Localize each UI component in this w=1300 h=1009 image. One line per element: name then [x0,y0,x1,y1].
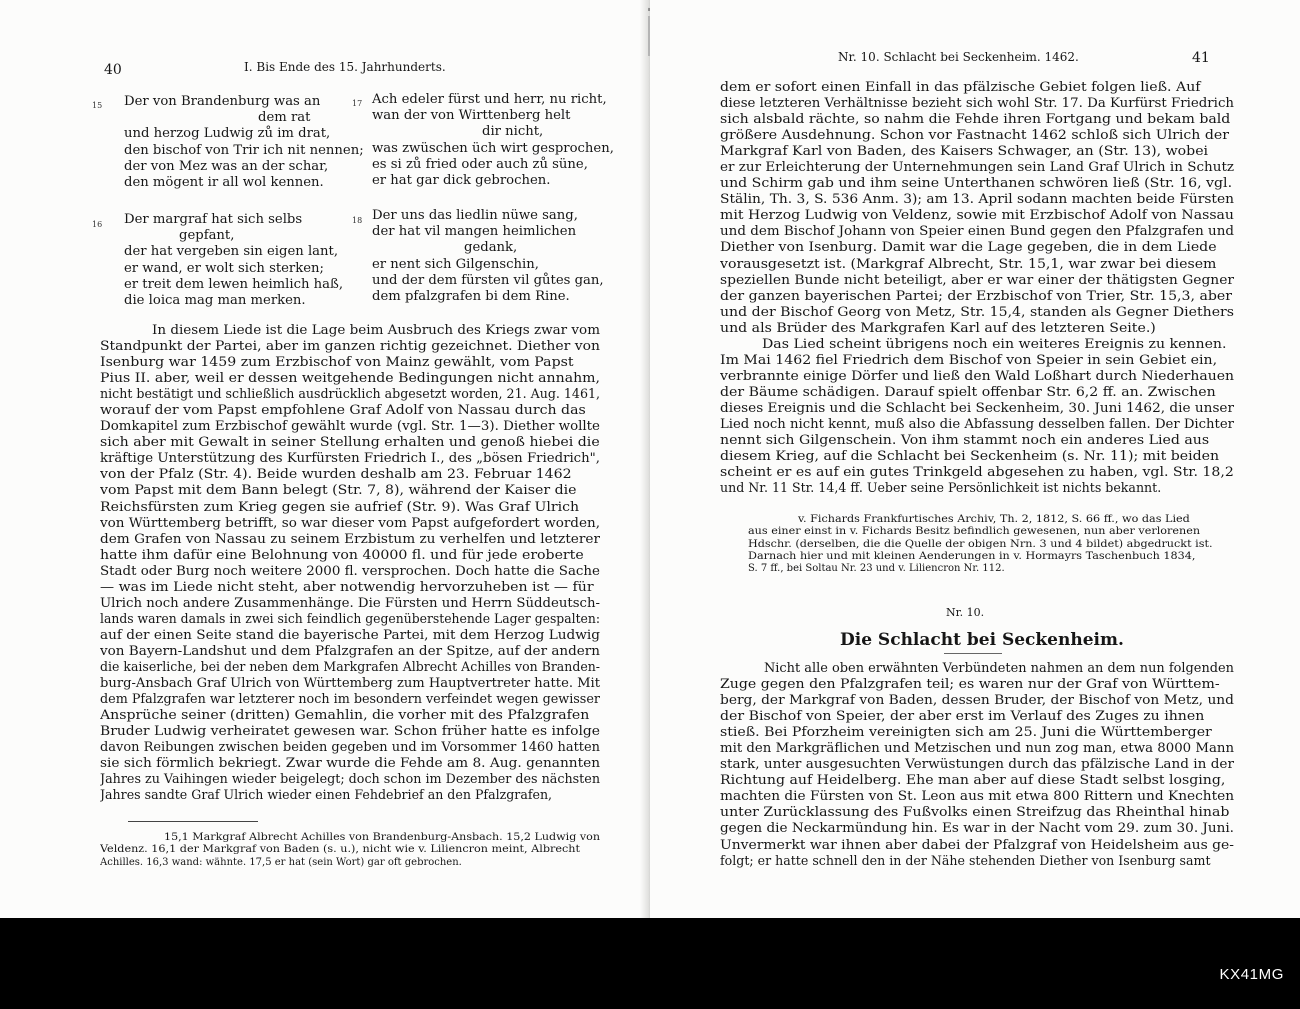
text-line [100,675,600,691]
text-line [100,723,600,739]
text-line [100,354,600,370]
text-line [720,79,1234,95]
text-line [100,418,600,434]
text-line-content: Veldenz. 16,1 der Markgraf von Baden (s. u.), nicht wie v. Liliencron meint, Albrecht [100,844,580,856]
text-line-content: die kaiserliche, bei der neben dem Markgrafen Albrecht Achilles von Branden- [100,658,600,674]
text-line-content: vom Papst mit dem Bann belegt (Str. 7, 8), während der Kaiser die [100,482,577,498]
stanza-16 [124,212,343,309]
text-line [748,514,1234,526]
text-line-content: Lied noch nicht kennt, muß also die Abfassung desselben fallen. Der Dichter [720,415,1234,431]
text-line-content: Bruder Ludwig verheiratet gewesen war. Schon früher hatte es infolge [100,723,600,739]
text-line-content: Isenburg war 1459 zum Erzbischof von Mainz gewählt, vom Papst [100,354,574,370]
text-line [720,660,1234,676]
verse-line: den bischof von Trir ich nit nennen; [124,142,364,158]
text-line-content: dem Grafen von Nassau zu seinem Erzbistum zu verhelfen und letzterer [100,530,600,546]
text-line-content: v. Fichards Frankfurtisches Archiv, Th. 2, 1812, S. 66 ff., wo das Lied [798,514,1190,525]
commentary-body [720,79,1234,496]
text-line [100,322,600,338]
text-line [720,368,1234,384]
stanza-number: 15 [92,101,103,110]
text-line [720,837,1234,853]
text-line [100,611,600,627]
text-line-content: und als Brüder des Markgrafen Karl auf des letzteren Seite.) [720,319,1156,335]
text-line [100,434,600,450]
text-line-content: dem Pfalzgrafen war letzterer noch im besondern verfeindet wegen gewisser [100,691,600,707]
text-line [100,338,600,354]
text-line-content: S. 7 ff., bei Soltau Nr. 23 und v. Liliencron Nr. 112. [748,563,1005,575]
right-page [650,0,1300,918]
text-line-content: er zur Erleichterung der Unternehmungen sein Land Graf Ulrich in Schutz [720,159,1234,175]
text-line-content: auf der einen Seite stand die bayerische Partei, mit dem Herzog Ludwig [100,626,600,642]
verse-line: und der dem fürsten vil gůtes gan, [372,272,604,288]
section-title: Die Schlacht bei Seckenheim. [840,630,1124,650]
text-line [100,547,600,563]
text-line [720,336,1234,352]
text-line [720,207,1234,223]
text-line [100,771,600,787]
text-line-content: sich aber mit Gewalt in seiner Stellung erhalten und genoß hiebei die [100,434,600,450]
text-line [100,739,600,755]
text-line [100,579,600,595]
footnote-rule [128,821,258,822]
running-head: Nr. 10. Schlacht bei Seckenheim. 1462. [838,50,1079,64]
section-number: Nr. 10. [946,606,985,619]
verse-line: der hat vil mangen heimlichen [372,224,577,240]
text-line [100,844,600,856]
text-line [100,643,600,659]
text-line [720,708,1234,724]
text-line [720,464,1234,480]
text-line [720,853,1234,869]
text-line [720,352,1234,368]
text-line-content: Richtung auf Heidelberg. Ehe man aber auf diese Stadt selbst losging, [720,772,1226,788]
text-line-content: größere Ausdehnung. Schon vor Fastnacht 1462 schloß sich Ulrich der [720,127,1229,143]
text-line [100,707,600,723]
text-line-content: worauf der vom Papst empfohlene Graf Adolf von Nassau durch das [100,402,586,418]
text-line-content: Darnach hier und mit kleinen Aenderungen in v. Hormayrs Taschenbuch 1834, [748,550,1196,562]
text-line-content: Pius II. aber, weil er dessen weitgehende Bedingungen nicht annahm, [100,370,600,386]
section-body [720,660,1234,869]
page-number: 41 [1192,50,1210,66]
text-line [720,272,1234,288]
text-line-content: und Schirm gab und ihm seine Unterthanen schwören ließ (Str. 16, vgl. [720,175,1233,191]
text-line-content: diesem Krieg, auf die Schlacht bei Seckenheim (s. Nr. 11); mit beiden [720,448,1220,464]
verse-line: Der margraf hat sich selbs [124,212,303,227]
text-line-content: unter Zurücklassung des Fußvolks einen Streifzug das Rheinthal hinab [720,804,1230,820]
text-line-content: Nicht alle oben erwähnten Verbündeten nahmen an dem nun folgenden [764,660,1234,675]
text-line-content: diese letzteren Verhältnisse bezieht sich wohl Str. 17. Da Kurfürst Friedrich [720,95,1234,111]
text-line-content: Das Lied scheint übrigens noch ein weiteres Ereignis zu kennen. [762,335,1227,351]
text-line [100,595,600,611]
text-line-content: Im Mai 1462 fiel Friedrich dem Bischof von Speier in sein Gebiet ein, [720,351,1218,367]
stock-watermark-bar [0,918,1300,1009]
text-line-content: von Bayern-Landshut und dem Pfalzgrafen an der Spitze, auf der andern [100,642,600,658]
text-line-content: Standpunkt der Partei, aber im ganzen richtig gezeichnet. Diether von [100,338,600,354]
verse-line: es si zů fried oder auch zů süne, [372,156,588,172]
text-line [100,563,600,579]
text-line-content: und der Bischof Georg von Metz, Str. 15,4, standen als Gegner Diethers [720,303,1234,319]
verse-line: den mögent ir all wol kennen. [124,175,324,191]
text-line-content: scheint er es auf ein gutes Trinkgeld abgesehen zu haben, vgl. Str. 18,2 [720,464,1234,480]
text-line [720,416,1234,432]
text-line [720,304,1234,320]
verse-line: er nent sich Gilgenschin, [372,256,539,272]
text-line [720,804,1234,820]
text-line-content: — was im Liede nicht steht, aber notwendig hervorzuheben ist — für [100,578,594,594]
text-line-content: vorausgesetzt ist. (Markgraf Albrecht, Str. 15,1, war zwar bei diesem [720,255,1217,271]
text-line-content: mit den Markgräflichen und Metzischen und nun zog man, etwa 8000 Mann [720,740,1234,756]
text-line-content: Markgraf Karl von Baden, des Kaisers Schwager, an (Str. 13), wobei [720,143,1209,159]
text-line-content: gegen die Neckarmündung hin. Es war in der Nacht vom 29. zum 30. Juni. [720,820,1234,836]
text-line-content: dieses Ereignis und die Schlacht bei Seckenheim, 30. Juni 1462, die unser [720,399,1234,415]
verse-line: die loica mag man merken. [124,293,306,309]
verse-line: dir nicht, [482,124,544,140]
verse-line: er wand, er wolt sich sterken; [124,260,324,276]
text-line-content: Zuge gegen den Pfalzgrafen teil; es waren nur der Graf von Württem- [720,676,1220,692]
text-line [100,515,600,531]
text-line-content: Jahres sandte Graf Ulrich wieder einen Fehdebrief an den Pfalzgrafen, [100,787,553,803]
text-line [720,724,1234,740]
stanza-17 [372,92,614,189]
text-line-content: 15,1 Markgraf Albrecht Achilles von Brandenburg-Ansbach. 15,2 Ludwig von [164,832,600,843]
text-line [100,857,600,869]
text-line-content: davon Reibungen zwischen beiden gegeben und im Vorsommer 1460 hatten [100,739,600,755]
text-line-content: folgt; er hatte schnell den in der Nähe stehenden Diether von Isenburg samt [720,852,1211,868]
text-line [100,402,600,418]
text-line-content: Ansprüche seiner (dritten) Gemahlin, die vorher mit des Pfalzgrafen [100,707,590,723]
text-line [100,691,600,707]
text-line-content: Achilles. 16,3 wand: wähnte. 17,5 er hat (sein Wort) gar oft gebrochen. [100,856,462,868]
verse-line: gepfant, [179,228,235,244]
text-line-content: Unvermerkt war ihnen aber dabei der Pfalzgraf von Heidelsheim aus ge- [720,836,1234,852]
verse-line: gedank, [464,240,518,256]
text-line-content: von der Pfalz (Str. 4). Beide wurden deshalb am 23. Februar 1462 [100,466,572,482]
text-line [720,676,1234,692]
verse-line: er treit dem lewen heimlich haß, [124,276,344,292]
commentary-body [100,322,600,803]
text-line [748,539,1234,551]
text-line [100,531,600,547]
text-line [720,143,1234,159]
text-line [720,256,1234,272]
text-line [100,659,600,675]
text-line-content: dem er sofort einen Einfall in das pfälzische Gebiet folgen ließ. Auf [720,79,1201,94]
text-line-content: verbrannte einige Dörfer und ließ den Wald Loßhart durch Niederhauen [720,367,1234,383]
verse-line: was zwüschen üch wirt gesprochen, [372,140,614,156]
text-line [720,432,1234,448]
text-line-content: stark, unter ausgesuchten Verwüstungen durch das pfälzische Land in der [720,756,1234,772]
verse-line: dem rat [258,110,311,126]
verse-line: er hat gar dick gebrochen. [372,173,551,189]
verse-line: und herzog Ludwig zů im drat, [124,126,331,142]
text-line-content: kräftige Unterstützung des Kurfürsten Friedrich I., des „bösen Friedrich", [100,450,600,466]
text-line-content: der Bäume schädigen. Darauf spielt offenbar Str. 6,2 ff. an. Zwischen [720,383,1216,399]
text-line [100,386,600,402]
text-line [100,627,600,643]
text-line [720,756,1234,772]
text-line [100,832,600,844]
text-line-content: speziellen Bunde nicht beteiligt, aber er war einer der thätigsten Gegner [720,271,1234,287]
sources-note [748,514,1234,575]
stanza-18 [372,208,604,305]
text-line-content: Jahres zu Vaihingen wieder beigelegt; doch schon im Dezember des nächsten [100,771,600,787]
text-line [100,482,600,498]
text-line [720,175,1234,191]
text-line [720,320,1234,336]
text-line [748,526,1234,538]
text-line [100,370,600,386]
text-line-content: Hdschr. (derselben, die die Quelle der obigen Nrn. 3 und 4 bildet) abgedruckt ist. [748,538,1213,550]
text-line [720,288,1234,304]
text-line-content: sie sich förmlich bekriegt. Zwar wurde die Fehde am 8. Aug. genannten [100,755,600,771]
text-line-content: machten die Fürsten von St. Leon aus mit etwa 800 Rittern und Knechten [720,788,1234,804]
text-line-content: berg, der Markgraf von Baden, dessen Bruder, der Bischof von Metz, und [720,692,1234,708]
stanza-number: 16 [92,220,103,229]
text-line [100,499,600,515]
text-line-content: und Nr. 11 Str. 14,4 ff. Ueber seine Persönlichkeit ist nichts bekannt. [720,480,1162,496]
title-rule [944,653,1002,654]
text-line [720,480,1234,496]
text-line [720,384,1234,400]
text-line [720,223,1234,239]
text-line [720,159,1234,175]
footnotes [100,832,600,869]
text-line-content: der ganzen bayerischen Partei; der Erzbischof von Trier, Str. 15,3, aber [720,287,1233,303]
page-number: 40 [104,62,122,78]
text-line-content: Diether von Isenburg. Damit war die Lage gegeben, die in dem Liede [720,239,1217,255]
text-line [720,191,1234,207]
stanza-number: 18 [352,216,363,225]
text-line-content: sich alsbald rächte, so nahm die Fehde ihren Fortgang und bekam bald [720,111,1231,127]
text-line-content: In diesem Liede ist die Lage beim Ausbruch des Kriegs zwar vom [152,322,600,337]
text-line [100,755,600,771]
verse-line: Der uns das liedlin nüwe sang, [372,208,578,223]
text-line-content: Stälin, Th. 3, S. 536 Anm. 3); am 13. April sodann machten beide Fürsten [720,191,1234,207]
left-page [0,0,650,918]
verse-line: der von Mez was an der schar, [124,158,329,174]
text-line-content: Ulrich noch andere Zusammenhänge. Die Fürsten und Herrn Süddeutsch- [100,594,600,610]
text-line-content: Stadt oder Burg noch weitere 2000 fl. versprochen. Doch hatte die Sache [100,562,600,578]
text-line-content: burg-Ansbach Graf Ulrich von Württemberg zum Hauptvertreter hatte. Mit [100,675,600,691]
text-line-content: hatte ihm dafür eine Belohnung von 40000 fl. und für jede eroberte [100,546,584,562]
text-line-content: der Bischof von Speier, der aber erst im Verlauf des Zuges zu ihnen [720,708,1205,724]
verse-line: Der von Brandenburg was an [124,94,321,109]
verse-line: der hat vergeben sin eigen lant, [124,244,339,260]
text-line-content: aus einer einst in v. Fichards Besitz befindlich gewesenen, nun aber verlorenen [748,526,1201,538]
text-line [748,551,1234,563]
text-line [100,450,600,466]
text-line [720,740,1234,756]
text-line-content: mit Herzog Ludwig von Veldenz, sowie mit Erzbischof Adolf von Nassau [720,207,1234,223]
text-line-content: nennt sich Gilgenschein. Von ihm stammt noch ein anderes Lied aus [720,432,1210,448]
text-line-content: lands waren damals in zwei sich feindlich gegenüberstehende Lager gespalten: [100,610,600,626]
stanza-number: 17 [352,99,363,108]
text-line-content: von Württemberg betrifft, so war dieser vom Papst aufgefordert worden, [100,514,600,530]
text-line-content: nicht bestätigt und schließlich ausdrücklich abgesetzt worden, 21. Aug. 1461, [100,386,600,402]
text-line [720,448,1234,464]
stanza-15 [124,94,364,191]
verse-line: dem pfalzgrafen bi dem Rine. [372,289,570,305]
text-line [720,95,1234,111]
running-head: I. Bis Ende des 15. Jahrhunderts. [244,60,446,74]
verse-line: wan der von Wirttenberg helt [372,108,571,124]
text-line [720,820,1234,836]
text-line [100,466,600,482]
text-line-content: Domkapitel zum Erzbischof gewählt wurde (vgl. Str. 1—3). Diether wollte [100,418,600,434]
text-line [720,692,1234,708]
text-line-content: und dem Bischof Johann von Speier einen Bund gegen den Pfalzgrafen und [720,223,1234,239]
text-line [720,400,1234,416]
text-line [720,127,1234,143]
text-line-content: Reichsfürsten zum Krieg gegen sie aufrief (Str. 9). Was Graf Ulrich [100,498,580,514]
text-line [720,788,1234,804]
verse-line: Ach edeler fürst und herr, nu richt, [372,92,607,107]
text-line [720,239,1234,255]
text-line-content: stieß. Bei Pforzheim vereinigten sich am 25. Juni die Württemberger [720,724,1212,740]
text-line [720,111,1234,127]
text-line [720,772,1234,788]
text-line [748,563,1234,575]
stock-image-id: KX41MG [1219,966,1284,983]
text-line [100,787,600,803]
